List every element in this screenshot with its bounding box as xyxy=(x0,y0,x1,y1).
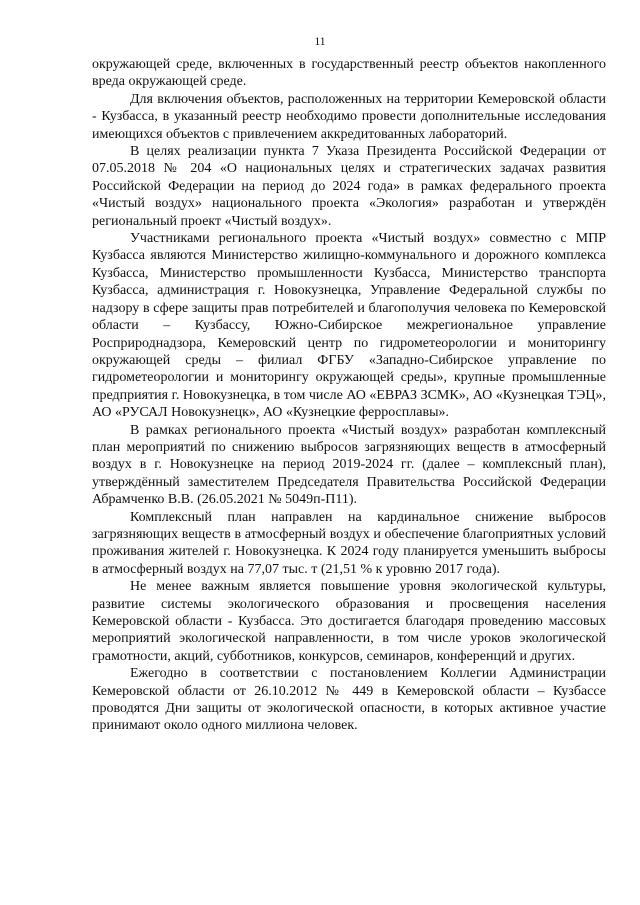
paragraph-continuation: окружающей среде, включенных в государственный реестр объектов накопленного вреда окружающей среде. xyxy=(92,57,606,90)
paragraph-project-participants: Участниками регионального проекта «Чистый воздух» совместно с МПР Кузбасса являются Министерство жилищно-коммунального и дорожного комплекса Кузбасса, Министерство промышленности Кузбасса, Министерство транспорта Кузбасса, администрация г. Новокузнецка, Управление Федеральной службы по надзору в сфере защиты прав потребителей и благополучия человека по Кемеровской области – Кузбассу, Южно-Сибирское межрегиональное управление Росприроднадзора, Кемеровский центр по гидрометеорологии и мониторингу окружающей среды – филиал ФГБУ «Западно-Сибирское управление по гидрометеорологии и мониторингу окружающей среды», крупные промышленные предприятия г. Новокузнецка, в том числе АО «ЕВРАЗ ЗСМК», АО «Кузнецкая ТЭЦ», АО «РУСАЛ Новокузнецк», АО «Кузнецкие ферросплавы». xyxy=(92,231,606,421)
paragraph-clean-air-project: В целях реализации пункта 7 Указа Президента Российской Федерации от 07.05.2018 № 204 «О национальных целях и стратегических задачах развития Российской Федерации на период до 2024 года» в рамках федерального проекта «Чистый воздух» национального проекта «Экология» разработан и утверждён региональный проект «Чистый воздух». xyxy=(92,144,606,229)
page-number: 11 xyxy=(314,36,326,48)
document-body xyxy=(92,56,606,735)
paragraph-plan-goals: Комплексный план направлен на кардинальное снижение выбросов загрязняющих веществ в атмосферный воздух и обеспечение благоприятных условий проживания жителей г. Новокузнецка. К 2024 году планируется уменьшить выбросы в атмосферный воздух на 77,07 тыс. т (21,51 % к уровню 2017 года). xyxy=(92,509,606,577)
paragraph-registry-inclusion: Для включения объектов, расположенных на территории Кемеровской области - Кузбасса, в указанный реестр необходимо провести дополнительные исследования имеющихся объектов с привлечением аккредитованных лабораторий. xyxy=(92,91,606,142)
paragraph-ecological-culture: Не менее важным является повышение уровня экологической культуры, развитие системы экологического образования и просвещения населения Кемеровской области - Кузбасса. Это достигается благодаря проведению массовых мероприятий экологической направленности, в том числе уроков экологической грамотности, акций, субботников, конкурсов, семинаров, конференций и других. xyxy=(92,579,606,664)
paragraph-protection-days: Ежегодно в соответствии с постановлением Коллегии Администрации Кемеровской области от 26.10.2012 № 449 в Кемеровской области – Кузбассе проводятся Дни защиты от экологической опасности, в которых активное участие принимают около одного миллиона человек. xyxy=(92,666,606,734)
paragraph-comprehensive-plan: В рамках регионального проекта «Чистый воздух» разработан комплексный план мероприятий по снижению выбросов загрязняющих веществ в атмосферный воздух в г. Новокузнецке на период 2019-2024 гг. (далее – комплексный план), утверждённый заместителем Председателя Правительства Российской Федерации Абрамченко В.В. (26.05.2021 № 5049п-П11). xyxy=(92,422,606,508)
